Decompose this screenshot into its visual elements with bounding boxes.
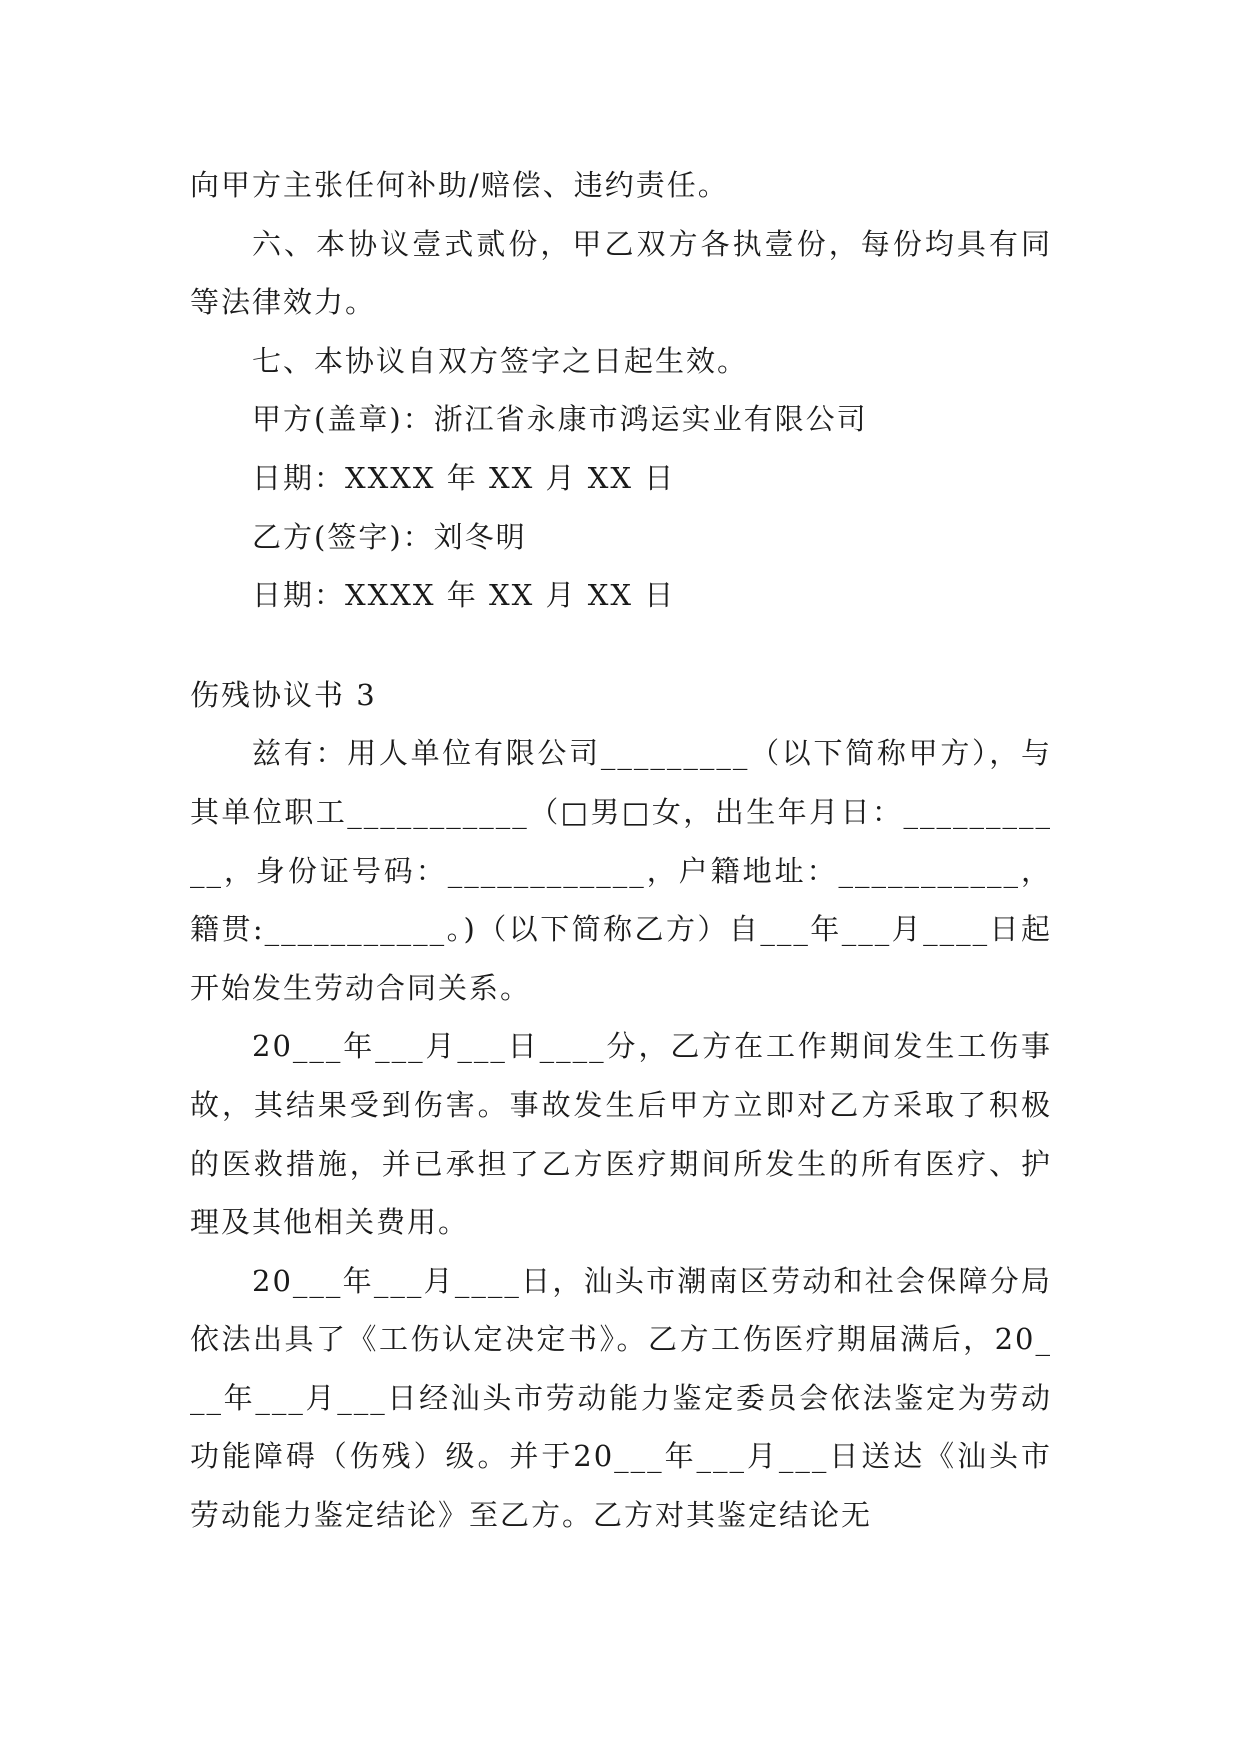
section-title: 伤残协议书 3 — [190, 677, 377, 712]
party-b-date: 日期：XXXX 年 XX 月 XX 日 — [252, 578, 676, 613]
party-a-date: 日期：XXXX 年 XX 月 XX 日 — [252, 460, 676, 495]
clause-6: 六、本协议壹式贰份，甲乙双方各执壹份，每份均具有同等法律效力。 — [190, 226, 1052, 320]
paragraph-2: 20___年___月___日____分，乙方在工作期间发生工伤事故，其结果受到伤害。事故发生后甲方立即对乙方采取了积极的医救措施，并已承担了乙方医疗期间所发生的所有医疗、护理及其他相关费用。 — [190, 1029, 1052, 1240]
continued-text: 向甲方主张任何补助/赔偿、违约责任。 — [190, 168, 729, 202]
clause-7: 七、本协议自双方签字之日起生效。 — [252, 343, 749, 378]
paragraph-1: 兹有：用人单位有限公司_________（以下简称甲方），与其单位职工___________（□男□女，出生年月日：___________，身份证号码：____________，户籍地址：___________，籍贯:___________。)（以下简称乙方）自___年___月____日起开始发生劳动合同关系。 — [190, 736, 1052, 1005]
paragraph-3: 20___年___月____日，汕头市潮南区劳动和社会保障分局依法出具了《工伤认定决定书》。乙方工伤医疗期届满后，20___年___月___日经汕头市劳动能力鉴定委员会依法鉴定为劳动功能障碍（伤残）级。并于20___年___月___日送达《汕头市劳动能力鉴定结论》至乙方。乙方对其鉴定结论无 — [190, 1263, 1052, 1533]
party-b-signature: 乙方(签字)：刘冬明 — [252, 519, 527, 554]
party-a-signature: 甲方(盖章)：浙江省永康市鸿运实业有限公司 — [252, 402, 868, 437]
document-body — [190, 156, 1052, 1545]
